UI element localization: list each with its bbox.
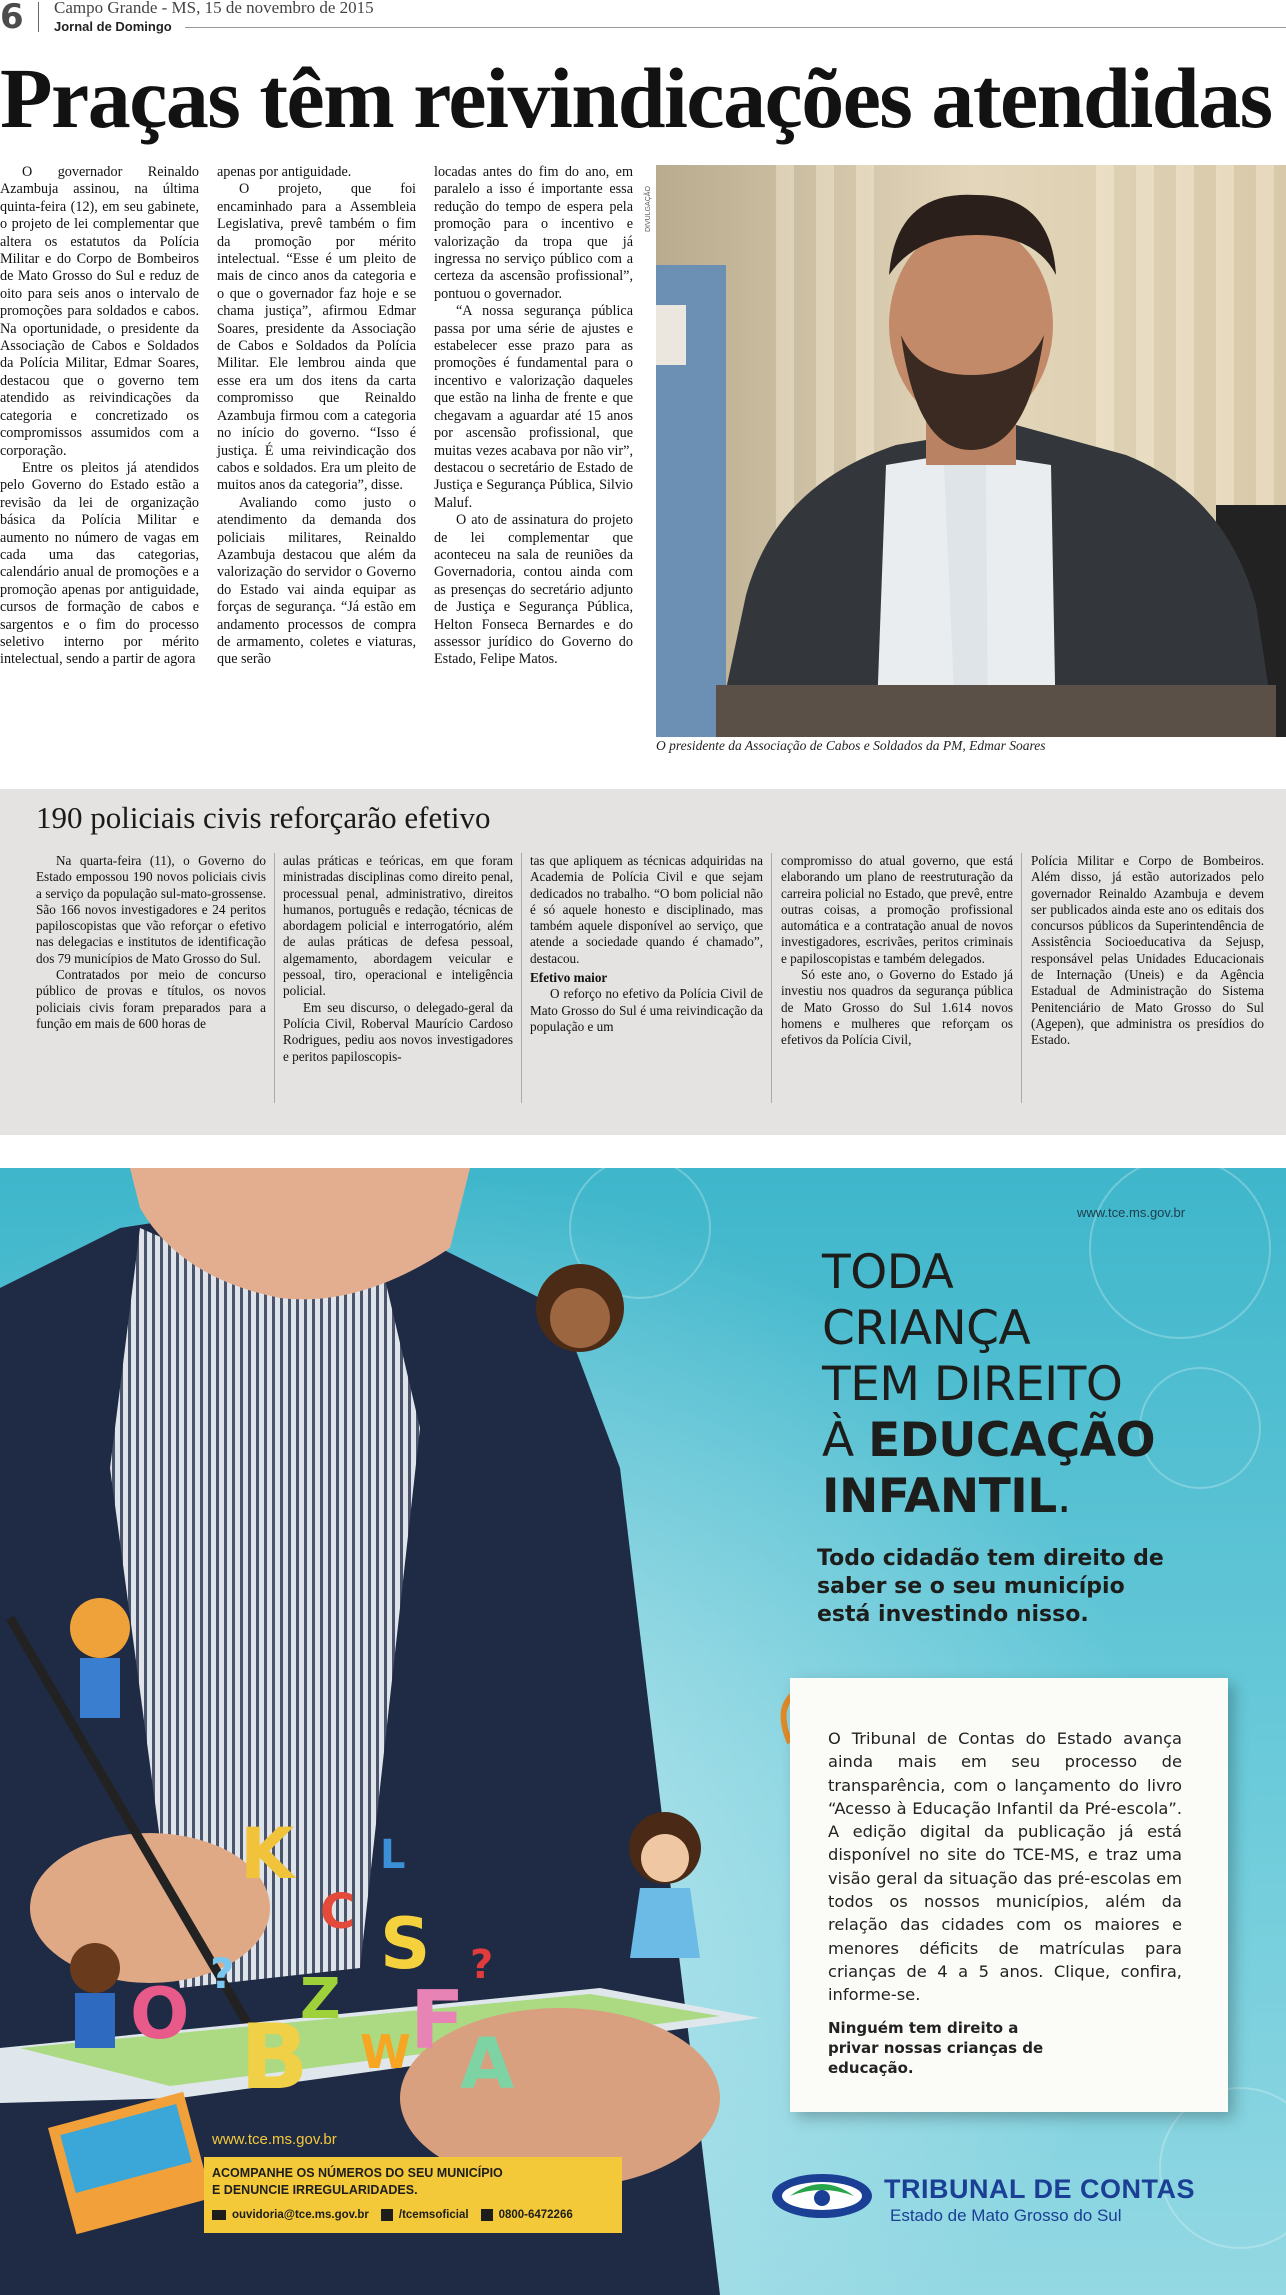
paragraph: Entre os pleitos já atendidos pelo Governo do Estado estão a revisão da lei de organização básica da Polícia Militar e aumento no número de vagas em cada uma das categorias, calendário anual de promoções e a promoção apenas por antiguidade, cursos de formação de cabos e sargentos e o fim do processo seletivo interno por mérito intelectual, sendo a partir de agora — [0, 459, 199, 668]
column-divider — [771, 853, 772, 1103]
tce-logo-icon — [770, 2170, 874, 2222]
ad-website-url[interactable]: www.tce.ms.gov.br — [1077, 1205, 1186, 1220]
ad-headline — [822, 1245, 1155, 1525]
ad-headline-line: TODA — [822, 1245, 954, 1300]
svg-text:F: F — [410, 1974, 465, 2067]
contact-phone[interactable]: 0800-6472266 — [498, 2209, 573, 2221]
svg-text:O: O — [130, 1973, 190, 2055]
dateline: Campo Grande - MS, 15 de novembro de 2015 — [54, 0, 374, 17]
photo-credit: DIVULGAÇÃO — [645, 186, 652, 232]
mail-icon — [212, 2210, 226, 2220]
paragraph: O reforço no efetivo da Polícia Civil de Mato Grosso do Sul é uma reivindicação da população e um — [530, 986, 763, 1034]
ad-body-text: O Tribunal de Contas do Estado avança ainda mais em seu processo de transparência, com o lançamento do livro “Acesso à Educação Infantil da Pré-escola”. A edição digital da publicação já está disponível no site do TCE-MS, e traz uma visão geral da situação das pré-escolas em todos os nossos municípios, além da relação das cidades com os maiores e menores déficits de matrículas para crianças de 4 a 5 anos. Clique, confira, informe-se. — [828, 1729, 1182, 2005]
paragraph: compromisso do atual governo, que está elaborando um plano de reestruturação da carreira policial no Estado, que prevê, entre outras coisas, a promoção profissional automática e a contratação anual de novos investigadores, escrivães, peritos criminais e papiloscopistas e também delegados. — [781, 853, 1013, 966]
ad-footer-line-2: E DENUNCIE IRREGULARIDADES. — [212, 2183, 418, 2197]
paragraph: Polícia Militar e Corpo de Bombeiros. Além disso, já estão autorizados pelo governador Reinaldo Azambuja e devem ser publicados ainda este ano os editais dos concursos públicos da Superintendência de Assistência Socioeducativa da Sejusp, responsável pelas Unidades Educacionais de Internação (Uneis) e da Agência Estadual de Administração do Sistema Penitenciário de Mato Grosso do Sul (Agepen), que administra os presídios do Estado. — [1031, 853, 1264, 1048]
paragraph: Em seu discurso, o delegado-geral da Polícia Civil, Roberval Maurício Cardoso Rodrigues, pediu aos novos investigadores e peritos papiloscopis- — [283, 999, 513, 1064]
paragraph: “A nossa segurança pública passa por uma série de ajustes e estabelecer esse prazo para as promoções é fundamental para o incentivo e valorização daqueles que estão na linha de frente e que chegavam a aguardar até 15 anos por ascensão profissional, que muitas vezes acabava por não vir”, destacou o secretário de Estado de Justiça e Segurança Pública, Silvio Maluf. — [434, 303, 633, 511]
svg-text:L: L — [380, 1832, 406, 1878]
header-rule — [185, 27, 1286, 28]
svg-text:A: A — [460, 2023, 515, 2105]
svg-text:Z: Z — [300, 1967, 341, 2032]
paragraph: Avaliando como justo o atendimento da demanda dos policiais militares, Reinaldo Azambuja destacou que além da valorização do servidor o Governo do Estado vai ainda equipar as forças de segurança. “Já estão em andamento processos de compra de armamento, coletes e viaturas, que serão — [217, 494, 416, 668]
ad-footer-bar — [204, 2157, 622, 2233]
ad-headline-end: . — [1056, 1469, 1072, 1524]
subheading: Efetivo maior — [530, 970, 608, 986]
ad-footer-line-1: ACOMPANHE OS NÚMEROS DO SEU MUNICÍPIO — [212, 2166, 503, 2180]
facebook-icon — [381, 2209, 393, 2221]
headline: Praças têm reivindicações atendidas — [0, 50, 1272, 146]
paragraph: O projeto, que foi encaminhado para a Assembleia Legislativa, prevê também o fim da promoção por mérito intelectual. “Esse é um pleito de mais de cinco anos da categoria e o que o governador faz hoje e se chama justiça”, afirmou Edmar Soares, presidente da Associação de Cabos e Soldados da Polícia Militar. Ele lembrou ainda que esse era um dos itens da carta compromisso que Reinaldo Azambuja firmou com a categoria no início do governo. “Isso é justiça. É uma reivindicação dos cabos e soldados. Era um pleito de muitos anos da categoria”, disse. — [217, 181, 416, 494]
ad-headline-bold: INFANTIL — [822, 1469, 1057, 1524]
article2-column-1 — [36, 853, 266, 1032]
svg-text:C: C — [320, 1884, 356, 1940]
logo-name: TRIBUNAL DE CONTAS — [884, 2174, 1195, 2204]
paragraph: aulas práticas e teóricas, em que foram ministradas disciplinas como direito penal, processual penal, administrativo, direitos humanos, português e redação, técnicas de abordagem policial e interrogatório, além de aulas práticas de defesa pessoal, algemamento, abordagem veicular e pessoal, tiro, operacional e inteligência policial. — [283, 853, 513, 999]
photo-caption: O presidente da Associação de Cabos e Soldados da PM, Edmar Soares — [656, 738, 1046, 753]
news-photo — [656, 165, 1286, 737]
paragraph: O governador Reinaldo Azambuja assinou, na última quinta-feira (12), em seu gabinete, o projeto de lei complementar que altera os estatutos da Polícia Militar e do Corpo de Bombeiros de Mato Grosso do Sul e reduz de oito para seis anos o intervalo de promoções para soldados e cabos. Na oportunidade, o presidente da Associação de Cabos e Soldados da Polícia Militar, Edmar Soares, destacou que o governo tem atendido as reivindicações da categoria e concretizado os compromissos assumidos com a corporação. — [0, 164, 199, 459]
article1-column-1 — [0, 164, 199, 669]
article2-headline: 190 policiais civis reforçarão efetivo — [36, 800, 491, 835]
article2-column-5 — [1031, 853, 1264, 1049]
contact-email[interactable]: ouvidoria@tce.ms.gov.br — [232, 2209, 369, 2221]
column-divider — [1021, 853, 1022, 1103]
svg-text:?: ? — [210, 1949, 235, 1998]
column-divider — [521, 853, 522, 1103]
header-separator — [38, 2, 39, 32]
article2-column-3 — [530, 853, 763, 1035]
article2-column-4 — [781, 853, 1013, 1049]
paragraph: O ato de assinatura do projeto de lei complementar que aconteceu na sala de reuniões da Governadoria, contou ainda com as presenças do secretário adjunto de Justiça e Segurança Pública, Helton Fonseca Bernardes e do assessor jurídico do Governo do Estado, Felipe Matos. — [434, 512, 633, 668]
ad-headline-bold: EDUCAÇÃO — [868, 1413, 1156, 1468]
paragraph: locadas antes do fim do ano, em paralelo a isso é importante essa redução do tempo de espera pela promoção para o incentivo e valorização da tropa que já ingressa no serviço público com a certeza da ascensão profissional”, pontuou o governador. — [434, 164, 633, 302]
paragraph: Só este ano, o Governo do Estado já investiu nos quadros da segurança pública de Mato Grosso do Sul 1.614 novos homens e mulheres que reforçam os efetivos da Polícia Civil, — [781, 967, 1013, 1048]
ad-subheadline: Todo cidadão tem direito de saber se o seu município está investindo nisso. — [817, 1546, 1164, 1627]
svg-text:?: ? — [470, 1942, 494, 1988]
ad-headline-line: CRIANÇA — [822, 1301, 1031, 1356]
svg-text:W: W — [360, 2025, 411, 2079]
contact-social[interactable]: /tcemsoficial — [398, 2209, 469, 2221]
svg-text:K: K — [240, 1813, 295, 1895]
paragraph: tas que apliquem as técnicas adquiridas na Academia de Polícia Civil e que sejam dedicados no trabalho. “O bom policial não é só aquele honesto e disciplinado, mas também aquele disponível ao serviço, que atende a sociedade quando é chamado”, destacou. — [530, 853, 763, 966]
logo-subtitle: Estado de Mato Grosso do Sul — [890, 2206, 1122, 2225]
ad-headline-line: TEM DIREITO — [822, 1357, 1123, 1412]
page-number: 6 — [0, 0, 24, 37]
svg-text:S: S — [380, 1903, 431, 1985]
paragraph: Contratados por meio de concurso público de provas e títulos, os novos policiais civis foram preparados para a função em mais de 600 horas de — [36, 967, 266, 1031]
article1-column-2 — [217, 164, 416, 669]
section-name: Jornal de Domingo — [54, 19, 172, 34]
article1-column-3 — [434, 164, 633, 669]
ad-headline-line: À — [822, 1413, 869, 1468]
phone-icon — [481, 2209, 493, 2221]
paragraph: apenas por antiguidade. — [217, 164, 352, 180]
article2-column-2 — [283, 853, 513, 1065]
ad-closing-text: Ninguém tem direito a privar nossas crianças de educação. — [828, 2019, 1044, 2077]
paragraph: Na quarta-feira (11), o Governo do Estado empossou 190 novos policiais civis a serviço da população sul-mato-grossense. São 166 novos investigadores e 24 peritos papiloscopistas que vão reforçar o efetivo nas delegacias e institutos de identificação dos 79 municípios de Mato Grosso do Sul. — [36, 853, 266, 966]
column-divider — [274, 853, 275, 1103]
ad-footer-url[interactable]: www.tce.ms.gov.br — [212, 2131, 337, 2148]
svg-text:B: B — [240, 2005, 309, 2110]
